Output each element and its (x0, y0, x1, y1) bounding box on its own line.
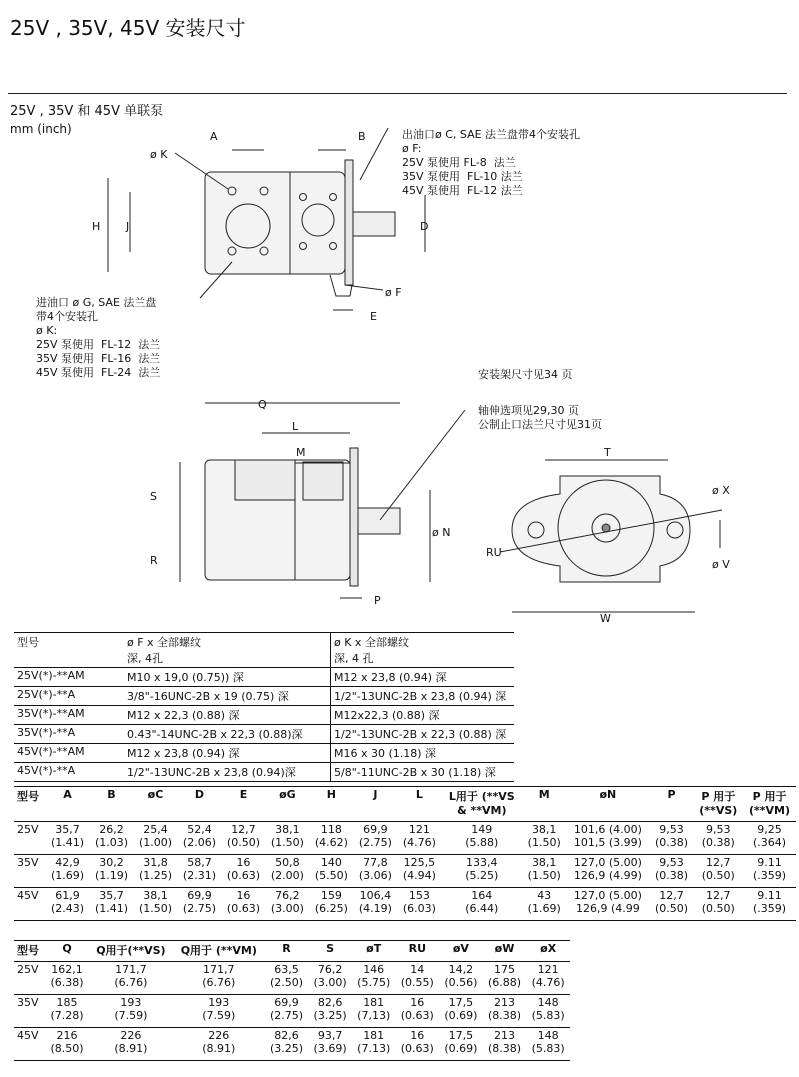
table-cell: 77,8 (3.06) (353, 855, 397, 888)
table-cell: 1/2"-13UNC-2B x 23,8 (0.94)深 (124, 763, 331, 782)
dim-label-M: M (296, 446, 306, 459)
table-cell: 69,9 (2.75) (177, 888, 221, 921)
table-cell: 45V (14, 888, 46, 921)
table-cell: 35V(*)-**AM (14, 706, 124, 725)
table-cell: 226 (8.91) (173, 1028, 265, 1061)
table-header-cell: øX (526, 941, 570, 962)
table-header-cell: B (90, 787, 134, 822)
table-cell: M12 x 23,8 (0.94) 深 (124, 744, 331, 763)
table-cell: 140 (5.50) (309, 855, 353, 888)
table-cell: 226 (8.91) (89, 1028, 173, 1061)
table-header-cell: øT (352, 941, 396, 962)
table-header-cell: øW (483, 941, 527, 962)
table-cell: 9,53 (0.38) (650, 855, 694, 888)
dimension-table-2 (14, 940, 570, 1061)
table-cell: 1/2"-13UNC-2B x 22,3 (0.88) 深 (331, 725, 515, 744)
table-cell: 101,6 (4.00) 101,5 (3.99) (566, 822, 649, 855)
table-cell: 193 (7.59) (89, 995, 173, 1028)
table-cell: 3/8"-16UNC-2B x 19 (0.75) 深 (124, 687, 331, 706)
table-cell: 9,53 (0.38) (650, 822, 694, 855)
table-header-cell: øC (133, 787, 177, 822)
table-cell: 17,5 (0.69) (439, 995, 483, 1028)
table-cell: 148 (5.83) (526, 1028, 570, 1061)
table-header-cell: H (309, 787, 353, 822)
table-cell: 31,8 (1.25) (133, 855, 177, 888)
table-cell: 30,2 (1.19) (90, 855, 134, 888)
table-cell: M12 x 22,3 (0.88) 深 (124, 706, 331, 725)
unit-label: mm (inch) (10, 122, 72, 136)
table-cell: 25V (14, 962, 45, 995)
table-cell: 125,5 (4.94) (397, 855, 441, 888)
table-header-cell: 型号 (14, 787, 46, 822)
table-header-cell: P 用于 (**VS) (694, 787, 744, 822)
table-header-cell: E (221, 787, 265, 822)
table-row (14, 962, 570, 995)
section-title: 25V , 35V 和 45V 单联泵 (10, 104, 164, 119)
table-row (14, 763, 514, 782)
table-cell: 35,7 (1.41) (46, 822, 90, 855)
table-cell: 16 (0.63) (221, 855, 265, 888)
table-cell: 216 (8.50) (45, 1028, 89, 1061)
table-cell: 76,2 (3.00) (308, 962, 352, 995)
dim-label-B: B (358, 130, 366, 143)
table-cell: 25V(*)-**A (14, 687, 124, 706)
table-cell: 133,4 (5.25) (441, 855, 522, 888)
table-header-row (14, 941, 570, 962)
table-cell: 50,8 (2.00) (265, 855, 309, 888)
table-cell: 14 (0.55) (396, 962, 440, 995)
table-header-cell: D (177, 787, 221, 822)
table-cell: 16 (0.63) (396, 1028, 440, 1061)
table-cell: 171,7 (6.76) (89, 962, 173, 995)
table-cell: 159 (6.25) (309, 888, 353, 921)
table-cell: 38,1 (1.50) (265, 822, 309, 855)
table-cell: 181 (7,13) (352, 995, 396, 1028)
table-cell: M16 x 30 (1.18) 深 (331, 744, 515, 763)
table-cell: 63,5 (2.50) (265, 962, 309, 995)
table-header-cell: ø K x 全部螺纹 深, 4 孔 (331, 633, 515, 668)
table-cell: 9,53 (0.38) (694, 822, 744, 855)
dim-label-L: L (292, 420, 299, 433)
table-cell: 185 (7.28) (45, 995, 89, 1028)
table-cell: 16 (0.63) (221, 888, 265, 921)
table-header-cell: RU (396, 941, 440, 962)
table-header-cell: J (353, 787, 397, 822)
dim-label-Q: Q (258, 398, 267, 411)
dim-label-X: ø X (712, 484, 730, 497)
table-cell: 5/8"-11UNC-2B x 30 (1.18) 深 (331, 763, 515, 782)
table-cell: 213 (8.38) (483, 995, 527, 1028)
table-row (14, 687, 514, 706)
table-header-cell: R (265, 941, 309, 962)
table-cell: 16 (0.63) (396, 995, 440, 1028)
table-cell: 121 (4.76) (526, 962, 570, 995)
table-cell: 69,9 (2.75) (265, 995, 309, 1028)
table-cell: 127,0 (5.00) 126,9 (4.99 (566, 888, 649, 921)
table-cell: 149 (5.88) (441, 822, 522, 855)
table-header-cell: øG (265, 787, 309, 822)
table-cell: 14,2 (0.56) (439, 962, 483, 995)
table-cell: 12,7 (0.50) (694, 888, 744, 921)
dim-label-D: D (420, 220, 429, 233)
outlet-note: 出油口ø C, SAE 法兰盘带4个安装孔 ø F: 25V 泵使用 FL-8 法兰 35V 泵使用 FL-10 法兰 45V 泵使用 FL-12 法兰 (402, 128, 581, 197)
table-cell: 76,2 (3.00) (265, 888, 309, 921)
table-cell: 25V (14, 822, 46, 855)
table-cell: 175 (6.88) (483, 962, 527, 995)
table-cell: 35,7 (1.41) (90, 888, 134, 921)
table-cell: 162,1 (6.38) (45, 962, 89, 995)
table-cell: 9.11 (.359) (743, 888, 796, 921)
table-cell: 69,9 (2.75) (353, 822, 397, 855)
table-header-cell: P (650, 787, 694, 822)
table-cell: 43 (1.69) (522, 888, 566, 921)
table-cell: 42,9 (1.69) (46, 855, 90, 888)
table-cell: 213 (8.38) (483, 1028, 527, 1061)
table-header-cell: Q用于(**VS) (89, 941, 173, 962)
table-cell: 127,0 (5.00) 126,9 (4.99) (566, 855, 649, 888)
table-row (14, 744, 514, 763)
table-cell: 164 (6.44) (441, 888, 522, 921)
table-cell: 148 (5.83) (526, 995, 570, 1028)
dim-label-V: ø V (712, 558, 730, 571)
dim-label-E: E (370, 310, 377, 323)
table-cell: 146 (5.75) (352, 962, 396, 995)
table-cell: 61,9 (2.43) (46, 888, 90, 921)
table-cell: 17,5 (0.69) (439, 1028, 483, 1061)
table-header-row (14, 787, 796, 822)
table-header-cell: L用于 (**VS & **VM) (441, 787, 522, 822)
table-cell: 118 (4.62) (309, 822, 353, 855)
table-header-cell: ø F x 全部螺纹 深, 4孔 (124, 633, 331, 668)
dim-label-H: H (92, 220, 101, 233)
dim-label-RU: RU (486, 546, 502, 559)
table-header-cell: øV (439, 941, 483, 962)
table-cell: 181 (7.13) (352, 1028, 396, 1061)
table-cell: 52,4 (2.06) (177, 822, 221, 855)
dim-label-K: ø K (150, 148, 168, 161)
shaft-note: 轴伸选项见29,30 页 公制止口法兰尺寸见31页 (478, 404, 602, 431)
table-row (14, 888, 796, 921)
table-cell: M10 x 19,0 (0.75)) 深 (124, 668, 331, 687)
table-row (14, 1028, 570, 1061)
table-row (14, 668, 514, 687)
table-cell: 1/2"-13UNC-2B x 23,8 (0.94) 深 (331, 687, 515, 706)
dim-label-N: ø N (432, 526, 451, 539)
table-header-row (14, 633, 514, 668)
table-cell: 26,2 (1.03) (90, 822, 134, 855)
dim-label-W: W (600, 612, 611, 625)
table-cell: 38,1 (1.50) (522, 822, 566, 855)
dim-label-P: P (374, 594, 381, 607)
table-cell: 45V(*)-**A (14, 763, 124, 782)
table-cell: 45V (14, 1028, 45, 1061)
table-header-cell: M (522, 787, 566, 822)
table-cell: 9.11 (.359) (743, 855, 796, 888)
table-cell: 45V(*)-**AM (14, 744, 124, 763)
dimension-table-1 (14, 786, 796, 921)
dim-label-J: J (126, 220, 130, 233)
dim-label-T: T (604, 446, 611, 459)
table-cell: 12,7 (0.50) (694, 855, 744, 888)
table-header-cell: Q用于 (**VM) (173, 941, 265, 962)
table-row (14, 822, 796, 855)
table-cell: 171,7 (6.76) (173, 962, 265, 995)
inlet-note: 进油口 ø G, SAE 法兰盘 带4个安装孔 ø K: 25V 泵使用 FL-12 法兰 35V 泵使用 FL-16 法兰 45V 泵使用 FL-24 法兰 (36, 296, 161, 379)
table-header-cell: 型号 (14, 633, 124, 668)
table-cell: 12,7 (0.50) (221, 822, 265, 855)
table-cell: 35V(*)-**A (14, 725, 124, 744)
table-cell: 25,4 (1.00) (133, 822, 177, 855)
mounting-note: 安装架尺寸见34 页 (478, 368, 573, 381)
table-header-cell: L (397, 787, 441, 822)
flange-front-view (500, 460, 722, 612)
table-row (14, 855, 796, 888)
table-cell: 35V (14, 995, 45, 1028)
table-cell: 121 (4.76) (397, 822, 441, 855)
table-cell: 82,6 (3.25) (265, 1028, 309, 1061)
page-title: 25V , 35V, 45V 安装尺寸 (10, 16, 246, 40)
table-cell: 58,7 (2.31) (177, 855, 221, 888)
table-cell: 9,25 (.364) (743, 822, 796, 855)
dim-label-A: A (210, 130, 218, 143)
table-header-cell: øN (566, 787, 649, 822)
table-header-cell: Q (45, 941, 89, 962)
table-header-cell: 型号 (14, 941, 45, 962)
table-header-cell: A (46, 787, 90, 822)
table-cell: 12,7 (0.50) (650, 888, 694, 921)
table-cell: 0.43"-14UNC-2B x 22,3 (0.88)深 (124, 725, 331, 744)
table-cell: 153 (6.03) (397, 888, 441, 921)
table-row (14, 995, 570, 1028)
thread-table (14, 632, 514, 782)
table-header-cell: P 用于 (**VM) (743, 787, 796, 822)
table-cell: M12 x 23,8 (0.94) 深 (331, 668, 515, 687)
dim-label-R: R (150, 554, 158, 567)
table-cell: 193 (7.59) (173, 995, 265, 1028)
table-cell: 93,7 (3.69) (308, 1028, 352, 1061)
table-cell: M12x22,3 (0.88) 深 (331, 706, 515, 725)
table-cell: 82,6 (3.25) (308, 995, 352, 1028)
table-cell: 38,1 (1.50) (522, 855, 566, 888)
table-cell: 25V(*)-**AM (14, 668, 124, 687)
side-view (180, 403, 465, 598)
table-header-cell: S (308, 941, 352, 962)
dim-label-F: ø F (385, 286, 402, 299)
table-row (14, 706, 514, 725)
table-cell: 106,4 (4.19) (353, 888, 397, 921)
table-row (14, 725, 514, 744)
table-cell: 35V (14, 855, 46, 888)
table-cell: 38,1 (1.50) (133, 888, 177, 921)
dim-label-S: S (150, 490, 157, 503)
